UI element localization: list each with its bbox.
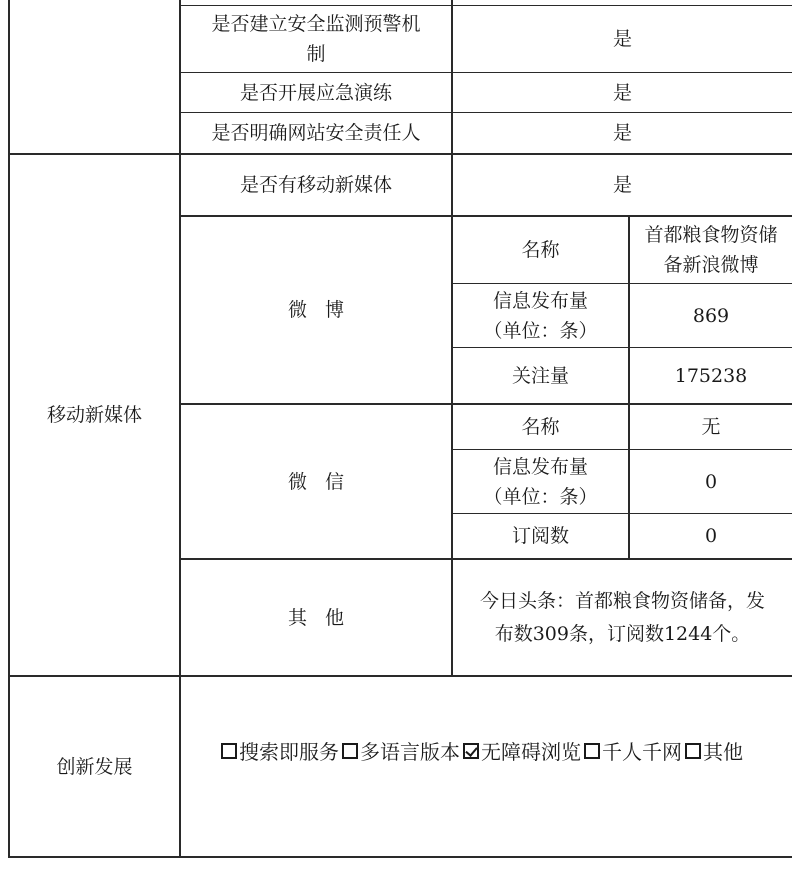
drill-value: 是 <box>612 81 632 104</box>
option-accessibility: 无障碍浏览 <box>481 739 581 764</box>
wechat-name-value: 无 <box>701 416 721 438</box>
option-search-as-service: 搜索即服务 <box>239 739 339 764</box>
monitoring-label: 是否建立安全监测预警机制 <box>211 13 421 65</box>
weibo-name-value: 首都粮食物资储备新浪微博 <box>644 224 778 276</box>
innovation-checkbox-row <box>218 737 743 767</box>
checkbox-multilingual[interactable] <box>342 743 358 759</box>
checkbox-personalized[interactable] <box>584 743 600 759</box>
other-label: 其他 <box>287 606 362 629</box>
drill-label: 是否开展应急演练 <box>239 81 392 104</box>
wechat-subs-label: 订阅数 <box>511 525 569 547</box>
weibo-label: 微博 <box>287 299 362 321</box>
wechat-posts-label: 信息发布量（单位：条） <box>483 455 598 508</box>
weibo-name-label: 名称 <box>521 239 560 261</box>
weibo-posts-label: 信息发布量（单位：条） <box>483 289 598 342</box>
weibo-posts-value: 869 <box>692 304 730 327</box>
checkbox-accessibility[interactable] <box>463 743 479 759</box>
option-personalized: 千人千网 <box>602 739 682 764</box>
wechat-name-label: 名称 <box>521 416 560 438</box>
wechat-label: 微信 <box>287 470 362 493</box>
responsible-label: 是否明确网站安全责任人 <box>211 122 421 144</box>
wechat-posts-value: 0 <box>704 470 718 493</box>
new-media-section-label: 移动新媒体 <box>46 404 142 426</box>
responsible-value: 是 <box>612 122 632 144</box>
weibo-followers-value: 175238 <box>674 364 748 387</box>
monitoring-value: 是 <box>612 28 632 50</box>
wechat-subs-value: 0 <box>704 525 718 547</box>
innovation-label: 创新发展 <box>56 755 133 778</box>
option-other: 其他 <box>703 739 743 764</box>
option-multilingual: 多语言版本 <box>360 739 460 764</box>
other-value: 今日头条：首都粮食物资储备，发布数309条，订阅数1244个。 <box>479 589 765 645</box>
checkbox-other[interactable] <box>685 743 701 759</box>
innovation-options <box>181 677 792 826</box>
has-new-media-value: 是 <box>612 174 632 196</box>
weibo-followers-label: 关注量 <box>511 364 569 387</box>
has-new-media-label: 是否有移动新媒体 <box>239 174 392 196</box>
checkbox-search-as-service[interactable] <box>221 743 237 759</box>
